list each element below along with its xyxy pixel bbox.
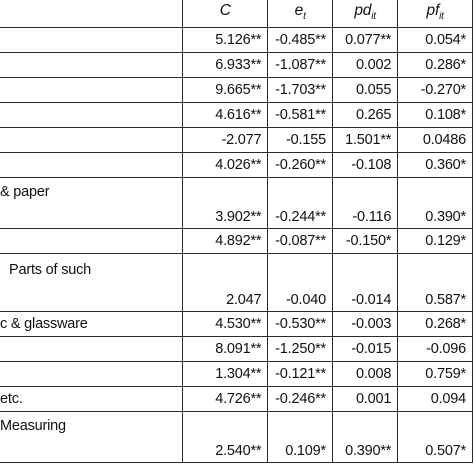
table-row (0, 412, 473, 463)
value-c: 4.726** (183, 387, 268, 412)
value-pf: 0.054* (398, 28, 473, 53)
value-c: 4.892** (183, 229, 268, 254)
value-e: -0.040 (268, 254, 333, 312)
row-label (0, 53, 183, 78)
value-e: -0.246** (268, 387, 333, 412)
row-label: Parts of such (0, 254, 183, 312)
table-row (0, 153, 473, 178)
header-row (0, 0, 473, 28)
table-row (0, 53, 473, 78)
value-pd: 1.501** (332, 128, 397, 153)
table-row (0, 362, 473, 387)
value-pf: 0.129* (398, 229, 473, 254)
table-row (0, 103, 473, 128)
row-label (0, 103, 183, 128)
value-e: -0.530** (268, 312, 333, 337)
value-c: 9.665** (183, 78, 268, 103)
table-row (0, 337, 473, 362)
row-label: c & glassware (0, 312, 183, 337)
value-e: -1.703** (268, 78, 333, 103)
header-cell-pd: $pd_{it}$ (332, 0, 397, 28)
row-label (0, 128, 183, 153)
value-c: -2.077 (183, 128, 268, 153)
value-c: 2.047 (183, 254, 268, 312)
value-pd: 0.077** (332, 28, 397, 53)
value-c: 2.540** (183, 412, 268, 463)
row-label (0, 78, 183, 103)
value-pd: 0.265 (332, 103, 397, 128)
value-pf: -0.096 (398, 337, 473, 362)
row-label (0, 229, 183, 254)
value-pf: 0.108* (398, 103, 473, 128)
row-label (0, 362, 183, 387)
row-label: Measuring (0, 412, 183, 463)
table-row (0, 387, 473, 412)
value-c: 8.091** (183, 337, 268, 362)
header-cell-pf: $pf_{it}$ (398, 0, 473, 28)
value-pf: -0.270* (398, 78, 473, 103)
value-pd: -0.108 (332, 153, 397, 178)
value-c: 4.530** (183, 312, 268, 337)
value-e: -0.087** (268, 229, 333, 254)
value-e: -0.244** (268, 178, 333, 229)
value-e: -0.155 (268, 128, 333, 153)
value-pd: -0.003 (332, 312, 397, 337)
table-row (0, 178, 473, 229)
header-cell-label (0, 0, 183, 28)
value-c: 3.902** (183, 178, 268, 229)
value-c: 5.126** (183, 28, 268, 53)
value-c: 4.616** (183, 103, 268, 128)
value-e: -0.121** (268, 362, 333, 387)
table-row (0, 312, 473, 337)
row-label (0, 28, 183, 53)
value-pf: 0.286* (398, 53, 473, 78)
value-c: 6.933** (183, 53, 268, 78)
value-pd: -0.015 (332, 337, 397, 362)
value-pf: 0.390* (398, 178, 473, 229)
value-c: 1.304** (183, 362, 268, 387)
row-label: etc. (0, 387, 183, 412)
table-row (0, 28, 473, 53)
value-pf: 0.268* (398, 312, 473, 337)
value-pf: 0.360* (398, 153, 473, 178)
value-e: -1.250** (268, 337, 333, 362)
value-c: 4.026** (183, 153, 268, 178)
value-pf: 0.094 (398, 387, 473, 412)
row-label (0, 337, 183, 362)
value-pf: 0.759* (398, 362, 473, 387)
table-row (0, 128, 473, 153)
value-e: 0.109* (268, 412, 333, 463)
value-pd: 0.002 (332, 53, 397, 78)
value-pf: 0.507* (398, 412, 473, 463)
table-row (0, 229, 473, 254)
value-pd: -0.014 (332, 254, 397, 312)
table-row (0, 254, 473, 312)
value-pd: -0.150* (332, 229, 397, 254)
value-e: -1.087** (268, 53, 333, 78)
value-pd: 0.055 (332, 78, 397, 103)
table-row (0, 78, 473, 103)
value-e: -0.260** (268, 153, 333, 178)
value-pd: -0.116 (332, 178, 397, 229)
header-cell-e: $e_t$ (268, 0, 333, 28)
row-label (0, 153, 183, 178)
value-pf: 0.587* (398, 254, 473, 312)
value-pd: 0.001 (332, 387, 397, 412)
row-label: & paper (0, 178, 183, 229)
value-pd: 0.390** (332, 412, 397, 463)
header-cell-c: C (183, 0, 268, 28)
value-e: -0.485** (268, 28, 333, 53)
value-pd: 0.008 (332, 362, 397, 387)
value-e: -0.581** (268, 103, 333, 128)
value-pf: 0.0486 (398, 128, 473, 153)
